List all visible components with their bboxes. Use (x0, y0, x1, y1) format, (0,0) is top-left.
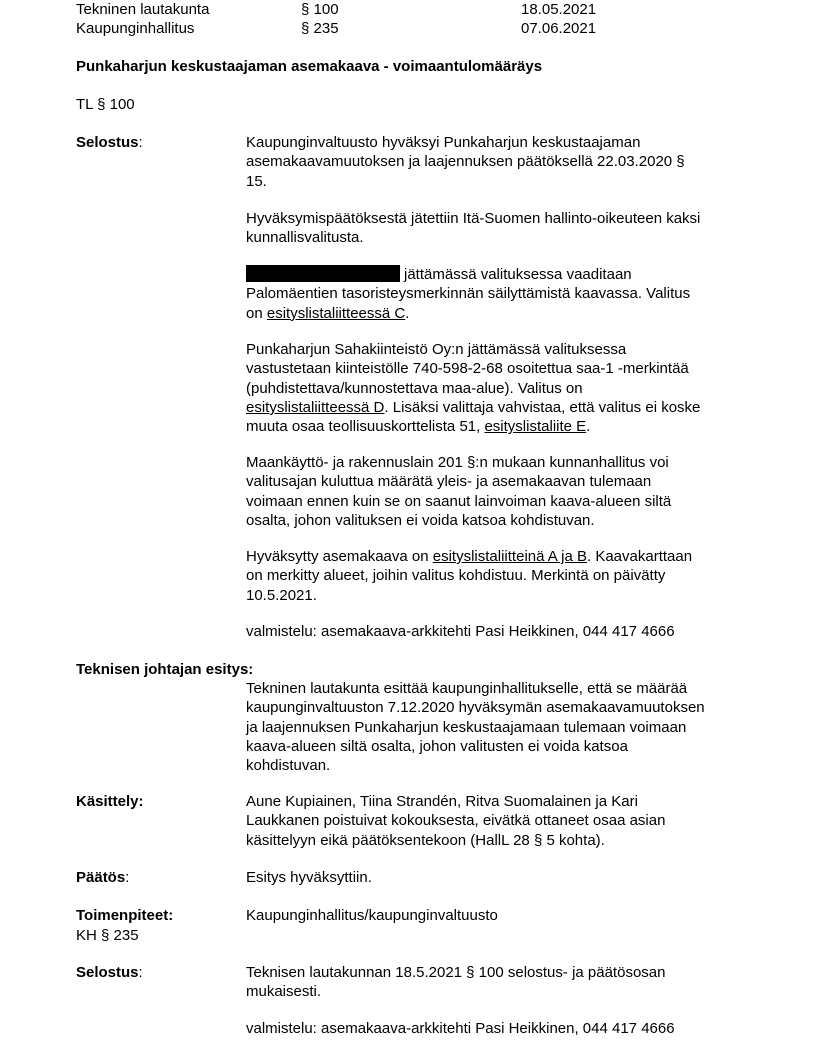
selostus-paragraph-2: Hyväksymispäätöksestä jätettiin Itä-Suomen hallinto-oikeuteen kaksi kunnallisvalitusta. (246, 210, 701, 247)
kasittely-label: Käsittely: (76, 793, 144, 810)
header-date-1: 18.05.2021 (521, 1, 597, 18)
ref-tl: TL § 100 (76, 96, 135, 113)
selostus-paragraph-4: Punkaharjun Sahakiinteistö Oy:n jättämässä valituksessa vastustetaan kiinteistölle 740-598-2-68 osoitettua saa-1 -merkintää (puhdistettava/kunnostettava maa-alue). Valitus on esityslistaliitteessä D. Lisäksi valittaja vahvistaa, että valitus ei koske muuta osaa teollisuuskorttelista 51, esityslistaliite E. (246, 341, 701, 436)
selostus-label: Selostus: (76, 134, 143, 151)
redaction-block (246, 265, 400, 282)
header-body-1: Tekninen lautakunta (76, 1, 210, 18)
toimenpiteet-label: Toimenpiteet: (76, 907, 174, 924)
header-section-2: § 235 (301, 20, 339, 37)
selostus2-valmistelu: valmistelu: asemakaava-arkkitehti Pasi Heikkinen, 044 417 4666 (246, 1020, 675, 1037)
ref-kh: KH § 235 (76, 927, 139, 944)
selostus-paragraph-6: Hyväksytty asemakaava on esityslistaliitteinä A ja B. Kaavakarttaan on merkitty alueet, joihin valitus kohdistuu. Merkintä on päivätty 10.5.2021. (246, 548, 693, 604)
header-section-1: § 100 (301, 1, 339, 18)
attachment-link-c[interactable]: esityslistaliitteessä C (266, 304, 406, 322)
attachment-link-e[interactable]: esityslistaliite E (484, 418, 587, 436)
selostus-paragraph-1: Kaupunginvaltuusto hyväksyi Punkaharjun keskustaajaman asemakaavamuutoksen ja laajennuksen päätöksellä 22.03.2020 § 15. (246, 134, 685, 190)
selostus-paragraph-3: jättämässä valituksessa vaaditaan Palomäentien tasoristeysmerkinnän säilyttämistä kaavassa. Valitus on esityslistaliitteessä C. (246, 266, 691, 322)
selostus-valmistelu: valmistelu: asemakaava-arkkitehti Pasi Heikkinen, 044 417 4666 (246, 623, 675, 640)
document-title: Punkaharjun keskustaajaman asemakaava - voimaantulomääräys (76, 58, 543, 75)
paatos-label: Päätös: (76, 869, 130, 886)
esitys-paragraph: Tekninen lautakunta esittää kaupunginhallitukselle, että se määrää kaupunginvaltuuston 7.12.2020 hyväksymän asemakaavamuutoksen ja laajennuksen Punkaharjun keskustaajamaan tulemaan voimaan kaava-alueen siltä osalta, johon valitusten ei voida katsoa kohdistuvan. (246, 680, 705, 775)
selostus2-paragraph: Teknisen lautakunnan 18.5.2021 § 100 selostus- ja päätösosan mukaisesti. (246, 964, 666, 1001)
attachment-link-ab[interactable]: esityslistaliitteinä A ja B (432, 548, 587, 565)
header-body-2: Kaupunginhallitus (76, 20, 195, 37)
toimenpiteet-text: Kaupunginhallitus/kaupunginvaltuusto (246, 907, 498, 924)
selostus-paragraph-5: Maankäyttö- ja rakennuslain 201 §:n mukaan kunnanhallitus voi valitusajan kuluttua määrätä yleis- ja asemakaavan tulemaan voimaan ennen kuin se on saanut lainvoiman kaava-alueen siltä osalta, johon valituksen ei voida katsoa kohdistuvan. (246, 454, 672, 529)
header-date-2: 07.06.2021 (521, 20, 597, 37)
attachment-link-d[interactable]: esityslistaliitteessä D (246, 398, 385, 416)
paatos-text: Esitys hyväksyttiin. (246, 869, 372, 886)
esitys-label: Teknisen johtajan esitys: (76, 661, 254, 678)
selostus2-label: Selostus: (76, 964, 143, 981)
kasittely-paragraph: Aune Kupiainen, Tiina Strandén, Ritva Suomalainen ja Kari Laukkanen poistuivat kokouksesta, eivätkä ottaneet osaa asian käsittelyyn eikä päätöksentekoon (HallL 28 § 5 kohta). (246, 793, 666, 849)
